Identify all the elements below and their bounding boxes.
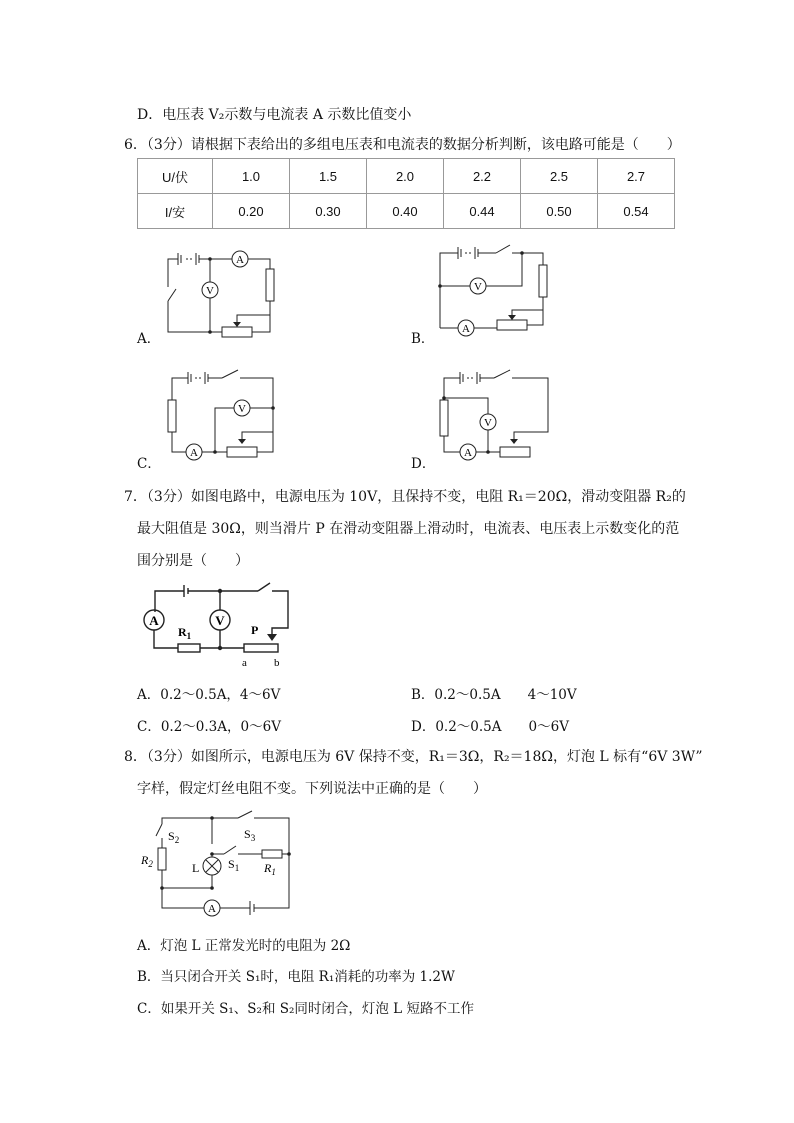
terminal-b-label: b (274, 657, 280, 669)
q6-data-table (137, 158, 675, 229)
s2-label: $S_2$ (168, 829, 180, 845)
q7-option-d: D．0.2～0.5A 0～6V (411, 719, 569, 735)
q6-circuit-c-diagram (160, 370, 290, 470)
s3-label: $S_3$ (244, 827, 256, 843)
q6-option-d-label: D． (411, 456, 436, 472)
i-header: I/安 (138, 194, 213, 229)
q7-stem-line3: 围分别是（ ） (137, 553, 249, 569)
q7-stem-line1: 7．（3分）如图电路中，电源电压为 10V，且保持不变，电阻 R₁＝20Ω，滑动变阻器 R₂的 (124, 489, 686, 505)
q7-option-a: A．0.2～0.5A，4～6V (137, 687, 281, 703)
q6-option-a-label: A． (137, 331, 161, 347)
ammeter-label: A (236, 254, 244, 266)
ammeter-label: A (462, 323, 470, 335)
s1-label: $S_1$ (228, 857, 240, 873)
q8-option-c: C．如果开关 S₁、S₂和 S₂同时闭合，灯泡 L 短路不工作 (137, 1001, 474, 1017)
q7-option-b: B．0.2～0.5A 4～10V (411, 687, 577, 703)
r1-label: $R_1$ (264, 861, 276, 877)
q8-option-b: B．当只闭合开关 S₁时，电阻 R₁消耗的功率为 1.2W (137, 969, 455, 985)
lamp-l-label: L (192, 861, 200, 875)
i-cell: 0.30 (290, 194, 367, 229)
u-cell: 2.2 (444, 159, 521, 194)
voltmeter-label: V (484, 417, 492, 429)
r1-label: $R_1$ (178, 625, 192, 641)
q6-option-b-label: B． (411, 331, 435, 347)
voltmeter-label: V (474, 281, 482, 293)
q7-stem-line2: 最大阻值是 30Ω，则当滑片 P 在滑动变阻器上滑动时，电流表、电压表上示数变化的范 (137, 521, 680, 537)
q7-circuit-diagram (138, 582, 298, 672)
i-cell: 0.20 (213, 194, 290, 229)
q5-option-d: D．电压表 V₂示数与电流表 A 示数比值变小 (137, 107, 412, 123)
ammeter-label: A (190, 447, 198, 459)
ammeter-label: A (208, 903, 216, 915)
i-cell: 0.50 (521, 194, 598, 229)
q6-option-c-label: C． (137, 456, 161, 472)
i-cell: 0.54 (598, 194, 675, 229)
q7-option-c: C．0.2～0.3A，0～6V (137, 719, 281, 735)
slider-p-label: P (251, 623, 259, 637)
voltmeter-label: V (238, 403, 246, 415)
i-cell: 0.44 (444, 194, 521, 229)
ammeter-label: A (464, 447, 472, 459)
q6-stem: 6．（3分）请根据下表给出的多组电压表和电流表的数据分析判断，该电路可能是（ ） (124, 137, 681, 153)
r2-label: $R_2$ (141, 853, 153, 869)
voltmeter-label: V (206, 285, 214, 297)
u-cell: 1.5 (290, 159, 367, 194)
u-cell: 2.5 (521, 159, 598, 194)
q6-circuit-d-diagram (432, 370, 562, 470)
q6-circuit-b-diagram (432, 243, 562, 343)
i-cell: 0.40 (367, 194, 444, 229)
u-cell: 2.7 (598, 159, 675, 194)
q8-stem-line2: 字样，假定灯丝电阻不变。下列说法中正确的是（ ） (137, 781, 487, 797)
u-cell: 2.0 (367, 159, 444, 194)
ammeter-label: A (149, 613, 159, 628)
terminal-a-label: a (242, 657, 247, 669)
q8-circuit-diagram (138, 808, 298, 923)
table-row-current (138, 194, 675, 229)
q6-circuit-a-diagram (160, 245, 290, 345)
u-header: U/伏 (138, 159, 213, 194)
q8-stem-line1: 8．（3分）如图所示，电源电压为 6V 保持不变，R₁＝3Ω，R₂＝18Ω，灯泡 L 标有“6V 3W” (124, 749, 703, 765)
q8-option-a: A．灯泡 L 正常发光时的电阻为 2Ω (137, 938, 351, 954)
u-cell: 1.0 (213, 159, 290, 194)
table-row-voltage (138, 159, 675, 194)
voltmeter-label: V (215, 613, 225, 628)
